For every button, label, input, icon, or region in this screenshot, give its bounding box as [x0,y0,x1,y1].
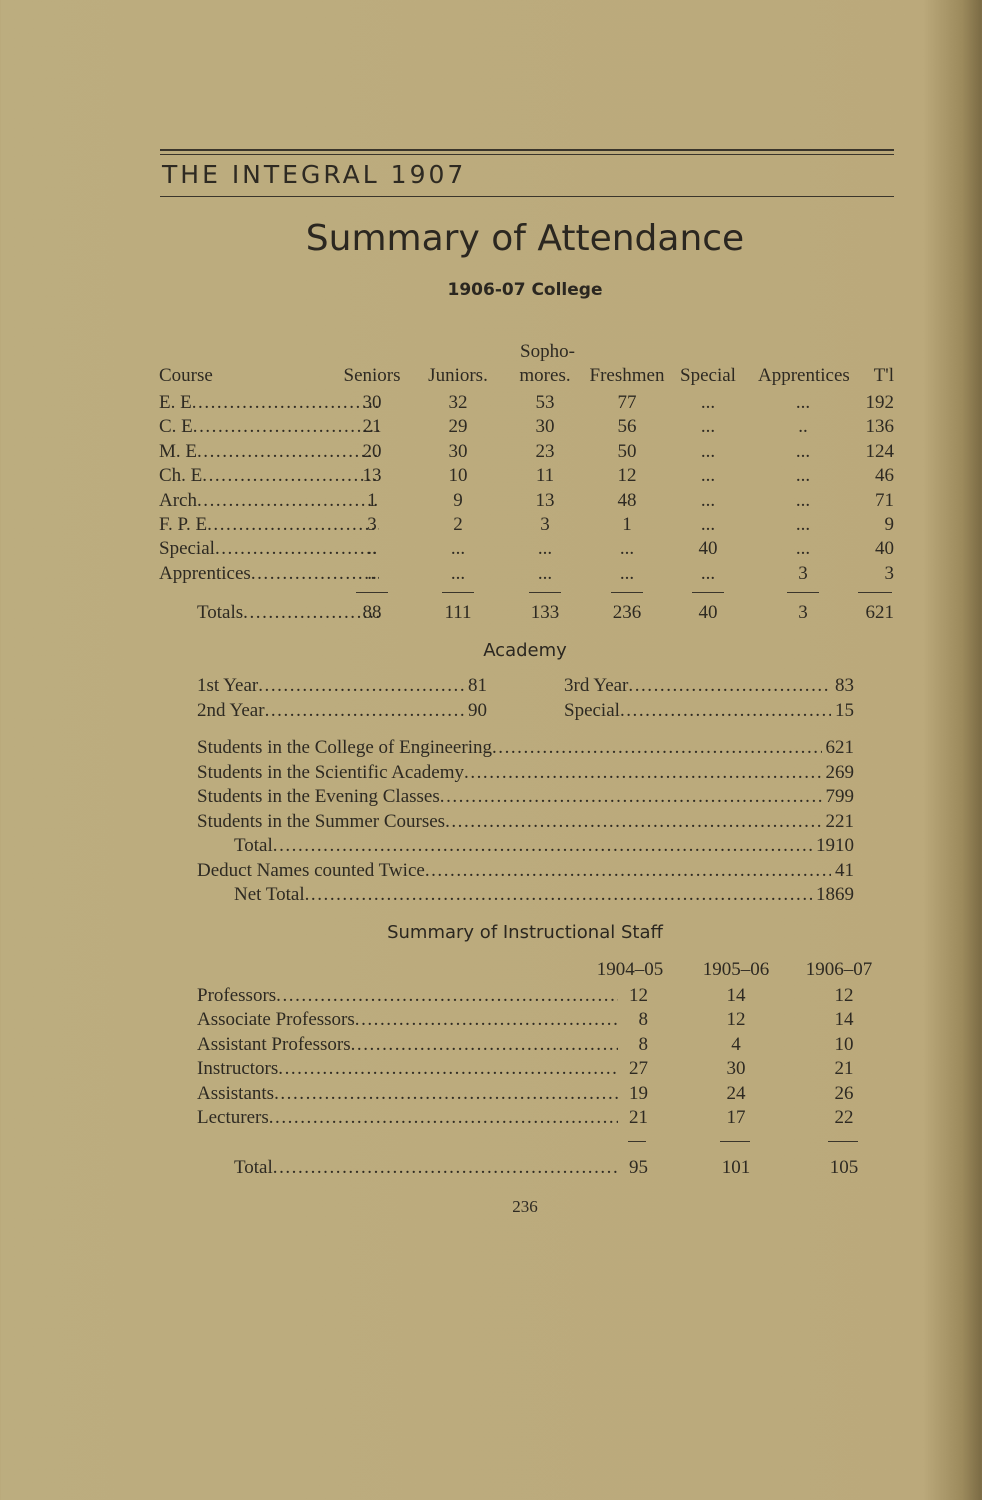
dot-leader [258,674,464,698]
staff-row-label: Lecturers [197,1107,269,1128]
staff-row-label: Associate Professors [197,1009,355,1031]
col-header: Apprentices [758,365,850,386]
cell: ... [700,416,716,438]
academy-item-label: 3rd Year [564,675,629,696]
dot-leader [278,1057,618,1081]
staff-row [197,1082,622,1106]
col-header: mores. [519,365,571,386]
staff-cell: 14 [726,985,746,1006]
student-summary-row-label: Deduct Names counted Twice [197,859,425,881]
student-summary-row-label: Total [234,835,273,856]
staff-row [234,1156,622,1180]
staff-cell: 26 [834,1082,854,1104]
staff-cell: 21 [834,1058,854,1080]
cell: ... [700,392,716,413]
cell: ... [700,440,716,462]
student-summary-row [234,883,854,907]
cell: 40 [698,538,718,560]
student-summary-row [197,859,854,883]
cell: ... [619,538,635,560]
college-subtitle: 1906-07 College [447,280,603,300]
total-rule [628,1141,646,1142]
dot-leader [492,736,822,760]
course-row-label: F. P. E [159,514,208,535]
year-header: 1904–05 [596,959,664,980]
cell: 1 [367,489,377,511]
course-row-label: E. E [159,392,192,413]
staff-cell: 17 [726,1107,746,1128]
course-row-label: M. E [159,440,197,462]
year-header: 1905–06 [702,959,770,980]
staff-row-value [618,1008,622,1032]
cell: 2 [453,514,463,535]
student-summary-row-value: 1869 [816,884,854,905]
academy-item-value: 81 [468,675,487,696]
cell: ... [450,562,466,584]
staff-row [197,1008,622,1032]
total-rule [858,592,892,593]
course-row-label: Arch [159,489,197,511]
cell: .. [367,538,377,560]
cell: 29 [448,416,468,438]
staff-cell: 27 [629,1058,648,1080]
cell: ... [795,440,811,462]
staff-row-value [618,1033,622,1057]
total-rule [787,592,819,593]
cell: 30 [362,392,382,413]
staff-row-value [618,1156,622,1180]
cell: ... [537,562,553,584]
cell: 40 [698,602,718,623]
course-row-label: Ch. E [159,465,203,487]
cell: ... [795,514,811,535]
cell: 10 [448,465,468,487]
staff-row [197,1033,622,1057]
staff-row-label: Assistant Professors [197,1033,351,1055]
total-rule [692,592,724,593]
staff-heading: Summary of Instructional Staff [387,922,663,943]
course-row-label: Totals [197,602,244,623]
cell: 53 [535,392,555,413]
sophomores-header-top: Sopho- [520,341,575,362]
student-summary-row-value: 1910 [816,835,854,856]
total-rule [356,592,388,593]
dot-leader [628,674,831,698]
student-summary-row-value: 621 [825,737,854,758]
cell: ... [700,465,716,487]
student-summary-row [197,810,854,834]
staff-cell: 4 [731,1033,741,1055]
staff-row-label: Professors [197,985,277,1006]
staff-cell: 19 [629,1082,648,1104]
cell: 30 [535,416,555,438]
dot-leader [305,883,812,907]
cell: 9 [453,489,463,511]
cell: ... [537,538,553,560]
academy-item-value: 15 [835,700,854,721]
course-row-label: C. E [159,416,193,438]
cell: ... [619,562,635,584]
cell: ... [450,538,466,560]
student-summary-row-value: 269 [825,761,854,783]
cell: 111 [444,602,472,623]
cell: 50 [617,440,637,462]
staff-cell: 105 [829,1157,859,1178]
cell-total: 46 [875,465,894,487]
total-rule [828,1141,858,1142]
col-header-course: Course [159,365,213,386]
dot-leader [620,699,831,723]
staff-cell: 8 [638,1033,648,1055]
cell: 20 [362,440,382,462]
cell: ... [795,489,811,511]
cell-total: 40 [875,538,894,560]
student-summary-row [234,834,854,858]
staff-row-value [618,984,622,1008]
head-rule [160,196,894,197]
dot-leader [425,859,831,883]
staff-cell: 95 [629,1157,648,1178]
staff-row [197,1057,622,1081]
academy-heading: Academy [483,640,567,661]
staff-cell: 21 [629,1107,648,1128]
staff-row [197,984,622,1008]
academy-item [197,674,487,698]
staff-cell: 101 [721,1157,751,1178]
col-header: Freshmen [589,365,665,386]
academy-item-label: 2nd Year [197,700,265,721]
academy-item-label: Special [564,700,620,721]
dot-leader [269,1106,618,1130]
academy-item [564,699,854,723]
student-summary-row-value: 41 [835,859,854,881]
cell: 77 [617,392,637,413]
cell: 133 [530,602,560,623]
student-summary-row-label: Students in the Evening Classes [197,786,440,807]
staff-cell: 12 [726,1009,746,1031]
cell: 13 [362,465,382,487]
cell: 3 [540,514,550,535]
cell: 1 [622,514,632,535]
student-summary-row [197,785,854,809]
cell: 23 [535,440,555,462]
top-double-rule [160,149,894,151]
total-rule [611,592,643,593]
dot-leader [265,699,464,723]
cell: 13 [535,489,555,511]
student-summary-row [197,736,854,760]
total-rule [529,592,561,593]
staff-cell: 12 [834,985,854,1006]
dot-leader [276,984,618,1008]
running-head: THE INTEGRAL 1907 [162,160,467,189]
staff-row-label: Total [234,1157,273,1178]
total-rule [442,592,474,593]
staff-row [197,1106,622,1130]
dot-leader [273,834,812,858]
cell: 21 [362,416,382,438]
cell: 56 [617,416,637,438]
academy-item [564,674,854,698]
student-summary-row-label: Students in the College of Engineering [197,737,492,758]
academy-item-value: 83 [835,675,854,696]
staff-row-value [618,1057,622,1081]
dot-leader [440,785,822,809]
cell: .. [798,416,808,438]
cell: 236 [612,602,642,623]
academy-item [197,699,487,723]
cell-total: 621 [865,602,894,623]
cell-total: 3 [884,562,894,584]
student-summary-row-value: 799 [825,786,854,807]
staff-row-label: Assistants [197,1082,275,1104]
cell: 12 [617,465,637,487]
cell-total: 136 [865,416,894,438]
course-row-label: Special [159,538,215,560]
staff-cell: 10 [834,1033,854,1055]
staff-cell: 24 [726,1082,746,1104]
staff-cell: 30 [726,1058,746,1080]
cell: ... [795,538,811,560]
dot-leader [274,1082,618,1106]
col-header: Juniors. [428,365,488,386]
student-summary-row-value: 221 [825,810,854,832]
cell: .. [367,562,377,584]
year-header: 1906–07 [805,959,873,980]
page-title: Summary of Attendance [305,218,745,259]
student-summary-row [197,761,854,785]
cell: ... [795,392,811,413]
cell-total: 9 [884,514,894,535]
cell: 32 [448,392,468,413]
top-rule-thin [160,154,894,155]
cell: ... [700,514,716,535]
col-header: Special [680,365,736,386]
student-summary-row-label: Students in the Scientific Academy [197,761,465,783]
academy-item-label: 1st Year [197,675,259,696]
staff-row-label: Instructors [197,1058,279,1080]
total-rule [720,1141,750,1142]
staff-cell: 14 [834,1009,854,1031]
cell-total: 71 [875,489,894,511]
cell: 11 [535,465,555,487]
dot-leader [351,1033,618,1057]
cell: 3 [367,514,377,535]
page-number: 236 [512,1197,538,1216]
staff-cell: 8 [638,1009,648,1031]
student-summary-row-label: Students in the Summer Courses [197,810,446,832]
col-header-total: T'l [873,365,894,386]
dot-leader [445,810,821,834]
col-header: Seniors [343,365,401,386]
dot-leader [273,1156,618,1180]
cell: 48 [617,489,637,511]
cell: ... [700,489,716,511]
cell: ... [700,562,716,584]
cell-total: 124 [865,440,894,462]
student-summary-row-label: Net Total [234,884,305,905]
dot-leader [355,1008,618,1032]
dot-leader [464,761,821,785]
cell-total: 192 [865,392,894,413]
staff-row-value [618,1106,622,1130]
course-row-label: Apprentices [159,562,251,584]
staff-cell: 12 [629,985,648,1006]
cell: ... [795,465,811,487]
cell: 30 [448,440,468,462]
staff-row-value [618,1082,622,1106]
cell: 3 [798,562,808,584]
cell: 3 [798,602,808,623]
cell: 88 [362,602,382,623]
academy-item-value: 90 [468,700,487,721]
staff-cell: 22 [834,1107,854,1128]
